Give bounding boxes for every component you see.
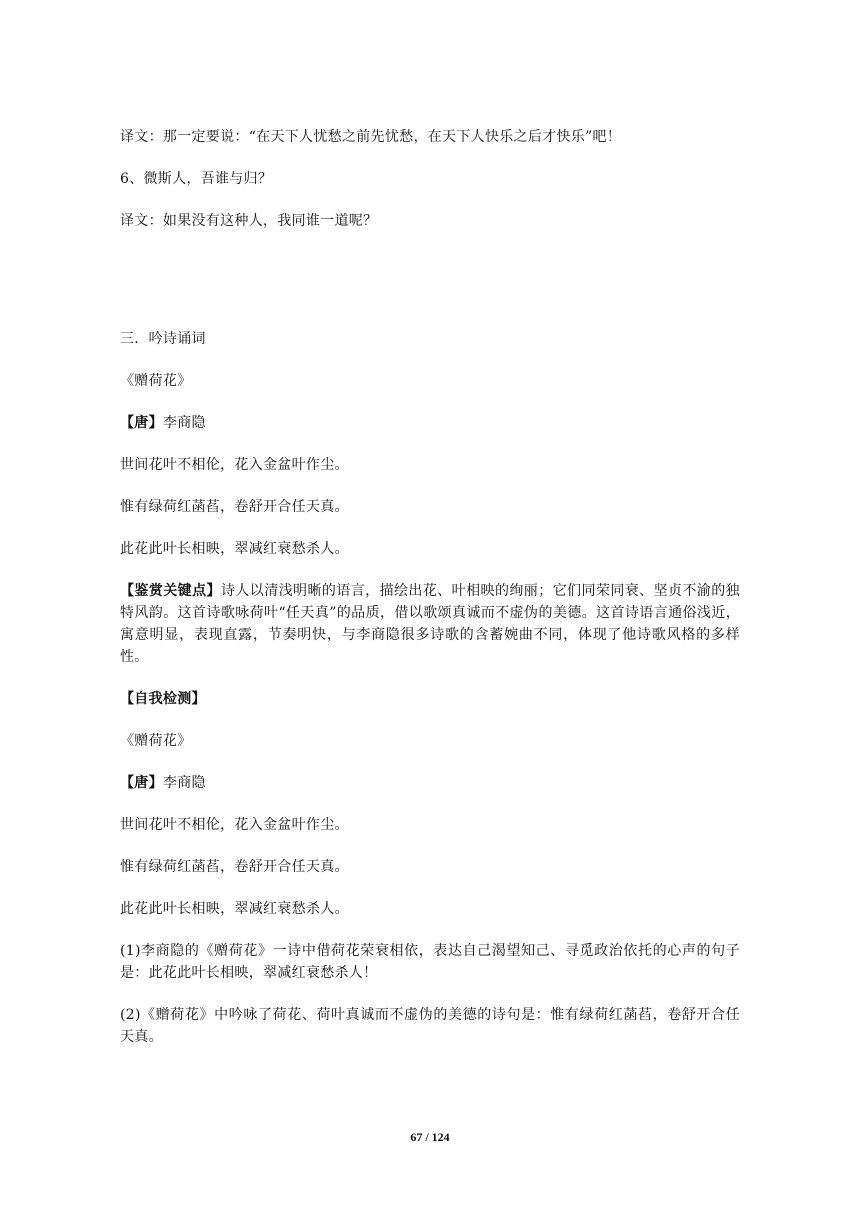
dynasty-label: 【唐】 bbox=[120, 775, 163, 791]
dynasty-label: 【唐】 bbox=[120, 415, 163, 431]
classical-sentence: 6、微斯人，吾谁与归？ bbox=[120, 171, 273, 187]
poem-author bbox=[120, 412, 740, 434]
page-content bbox=[120, 126, 740, 1068]
appreciation-text: 诗人以清浅明晰的语言，描绘出花、叶相映的绚丽；它们同荣同衰、坚贞不渝的独特风韵。这首诗歌咏荷叶“任天真”的品质，借以歌颂真诚而不虚伪的美德。这首诗语言通俗浅近，寓意明显，表现直露，节奏明快，与李商隐很多诗歌的含蓄婉曲不同，体现了他诗歌风格的多样性。 bbox=[120, 583, 740, 665]
poem-title: 《赠荷花》 bbox=[120, 373, 192, 389]
translation-line: 译文：如果没有这种人，我同谁一道呢？ bbox=[120, 213, 378, 229]
author-name: 李商隐 bbox=[162, 775, 206, 791]
poem-title: 《赠荷花》 bbox=[120, 733, 192, 749]
question-1: (1)李商隐的《赠荷花》一诗中借荷花荣衰相依，表达自己渴望知己、寻觅政治依托的心声的句子是：此花此叶长相映，翠减红衰愁杀人！ bbox=[120, 943, 740, 981]
poem-line: 世间花叶不相伦，花入金盆叶作尘。 bbox=[120, 817, 349, 833]
question-2: (2)《赠荷花》中吟咏了荷花、荷叶真诚而不虚伪的美德的诗句是：惟有绿荷红菡萏，卷舒开合任天真。 bbox=[120, 1007, 740, 1045]
appreciation-paragraph bbox=[120, 580, 740, 668]
poem-line: 此花此叶长相映，翠减红衰愁杀人。 bbox=[120, 901, 349, 917]
blank-space bbox=[120, 252, 740, 328]
appreciation-label: 【鉴赏关键点】 bbox=[120, 583, 221, 599]
poem-line: 世间花叶不相伦，花入金盆叶作尘。 bbox=[120, 457, 349, 473]
page-number: 67 / 124 bbox=[410, 1130, 450, 1144]
section-heading: 三．吟诗诵词 bbox=[120, 331, 206, 347]
translation-line: 译文：那一定要说：“在天下人忧愁之前先忧愁，在天下人快乐之后才快乐”吧！ bbox=[120, 129, 622, 145]
poem-line: 此花此叶长相映，翠减红衰愁杀人。 bbox=[120, 541, 349, 557]
self-test-heading: 【自我检测】 bbox=[120, 691, 206, 707]
author-name: 李商隐 bbox=[162, 415, 206, 431]
poem-line: 惟有绿荷红菡萏，卷舒开合任天真。 bbox=[120, 499, 349, 515]
poem-line: 惟有绿荷红菡萏，卷舒开合任天真。 bbox=[120, 859, 349, 875]
poem-author bbox=[120, 772, 740, 794]
